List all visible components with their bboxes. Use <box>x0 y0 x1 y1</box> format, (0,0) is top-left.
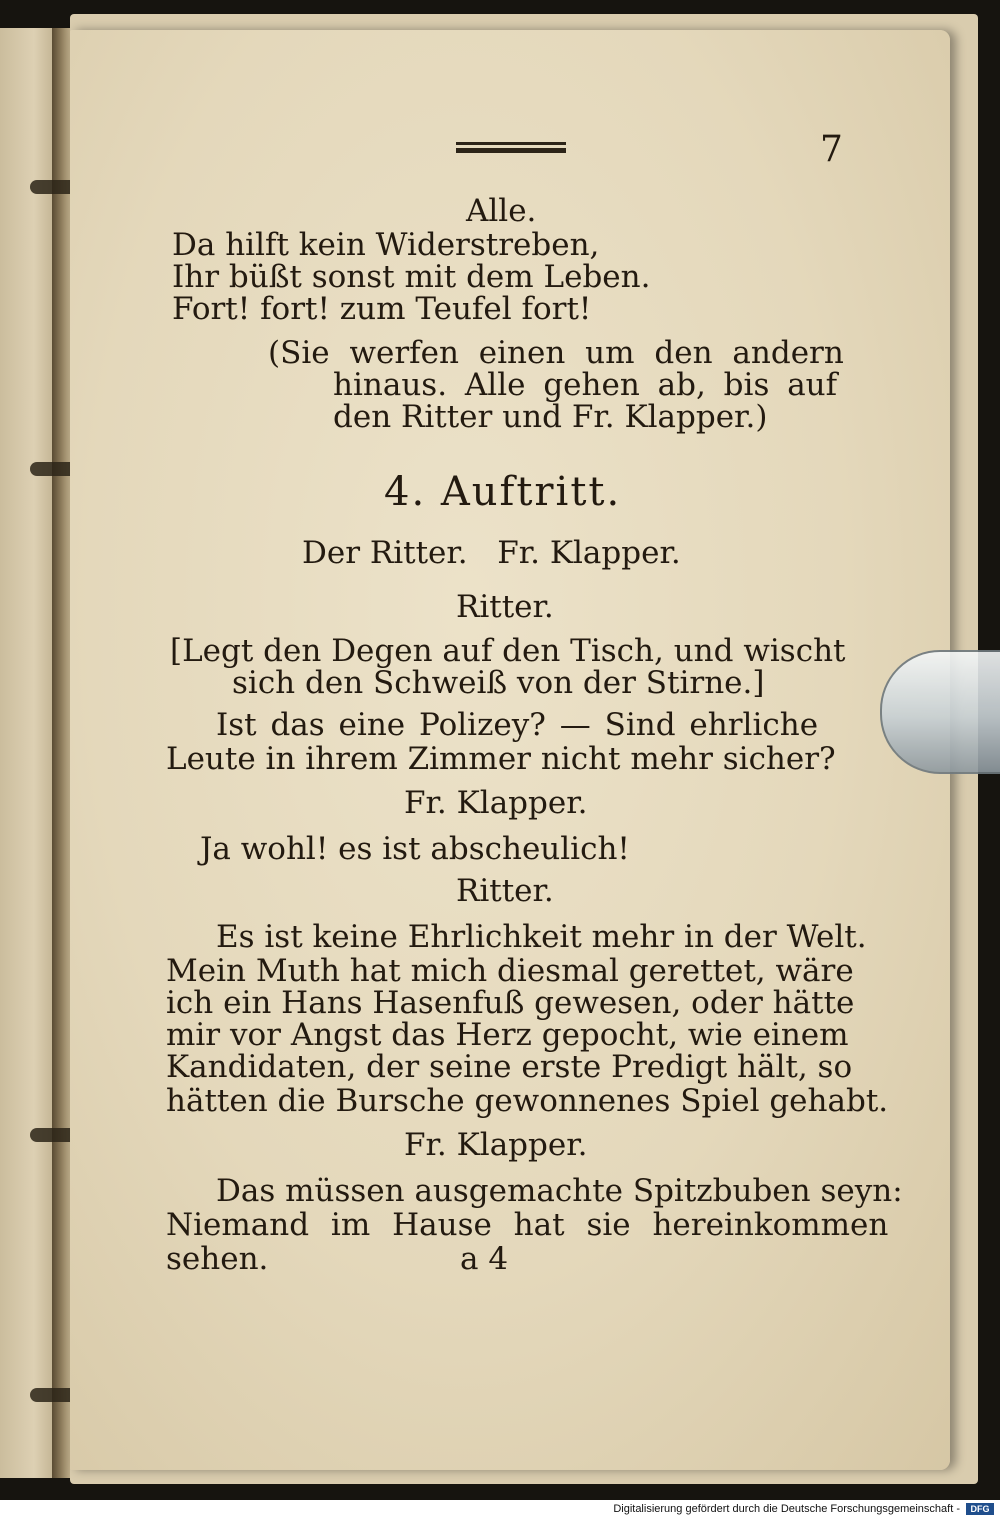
page-number: 7 <box>820 129 843 170</box>
speaker-name: Fr. Klapper. <box>404 785 588 821</box>
dialogue-line: Es ist keine Ehrlichkeit mehr in der Welt. <box>216 919 867 955</box>
verse-line: Fort! fort! zum Teufel fort! <box>172 291 592 327</box>
signature-mark: a 4 <box>460 1241 509 1277</box>
verse-line: Da hilft kein Widerstreben, <box>172 227 600 263</box>
dialogue-line: mir vor Angst das Herz gepocht, wie einem <box>166 1017 849 1053</box>
dialogue-line: Niemand im Hause hat sie hereinkommen <box>166 1207 889 1243</box>
book-gutter <box>52 28 72 1478</box>
dialogue-line: Leute in ihrem Zimmer nicht mehr sicher? <box>166 741 836 777</box>
stage-direction: hinaus. Alle gehen ab, bis auf <box>333 367 838 403</box>
stage-direction: den Ritter und Fr. Klapper.) <box>333 399 768 435</box>
dialogue-line: hätten die Bursche gewonnenes Spiel gehabt. <box>166 1083 889 1119</box>
verse-line: Ihr büßt sonst mit dem Leben. <box>172 259 651 295</box>
dialogue-line: Ist das eine Polizey? — Sind ehrliche <box>216 707 819 743</box>
speaker-name: Ritter. <box>456 873 554 909</box>
dialogue-line: Kandidaten, der seine erste Predigt hält, so <box>166 1049 853 1085</box>
header-rule <box>456 142 566 154</box>
attribution-text: Digitalisierung gefördert durch die Deutsche Forschungsgemeinschaft - <box>613 1503 960 1515</box>
speaker-name: Ritter. <box>456 589 554 625</box>
speaker-name: Alle. <box>466 193 537 229</box>
cast-list: Der Ritter. Fr. Klapper. <box>302 535 681 571</box>
scene-heading: 4. Auftritt. <box>384 469 622 515</box>
speaker-name: Fr. Klapper. <box>404 1127 588 1163</box>
dialogue-line: ich ein Hans Hasenfuß gewesen, oder hätte <box>166 985 855 1021</box>
stage-direction: sich den Schweiß von der Stirne.] <box>232 665 765 701</box>
stage-direction: (Sie werfen einen um den andern <box>268 335 844 371</box>
dialogue-line: sehen. <box>166 1241 269 1277</box>
dialogue-line: Mein Muth hat mich diesmal gerettet, wäre <box>166 953 854 989</box>
stage-direction: [Legt den Degen auf den Tisch, und wischt <box>170 633 846 669</box>
page-clip <box>880 650 1000 774</box>
dialogue-line: Das müssen ausgemachte Spitzbuben seyn: <box>216 1173 903 1209</box>
dialogue-line: Ja wohl! es ist abscheulich! <box>200 831 630 867</box>
dfg-logo: DFG <box>966 1503 994 1515</box>
